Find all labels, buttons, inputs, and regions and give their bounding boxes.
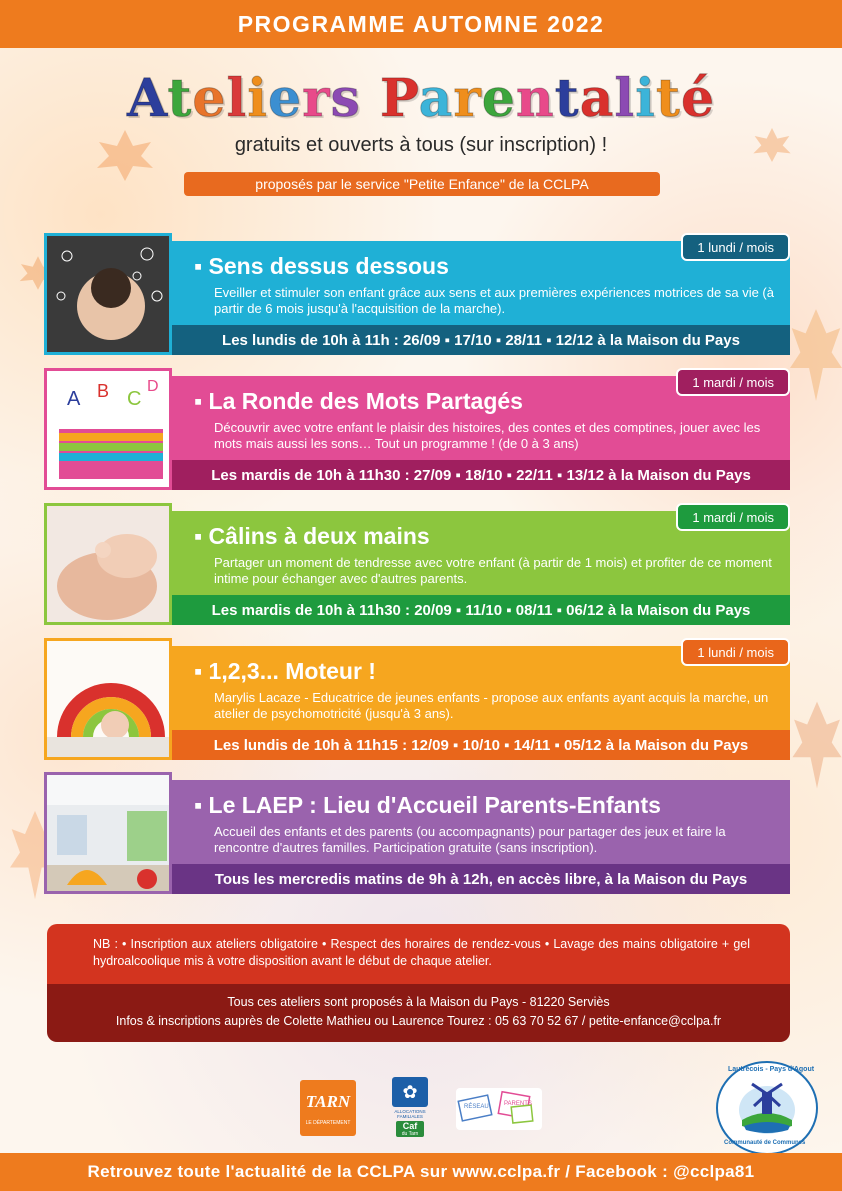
title-letter: i	[635, 68, 656, 129]
atelier-schedule: Les lundis de 10h à 11h : 26/09 ▪ 17/10 ▪ 28/11 ▪ 12/12 à la Maison du Pays	[172, 325, 790, 355]
atelier-card	[44, 772, 790, 894]
atelier-title: ▪ Sens dessus dessous	[194, 253, 449, 279]
atelier-description: Partager un moment de tendresse avec votre enfant (à partir de 1 mois) et profiter de ce moment intime pour échanger avec d'autres parents.	[214, 555, 772, 586]
title-letter: t	[554, 68, 580, 129]
atelier-body	[172, 780, 790, 894]
caf-emblem-icon: ✿	[392, 1077, 428, 1107]
contact-line: Infos & inscriptions auprès de Colette Mathieu ou Laurence Tourez : 05 63 70 52 67 / petite-enfance@cclpa.fr	[115, 1014, 722, 1028]
top-banner	[0, 0, 842, 48]
tarn-logo: TARN LE DÉPARTEMENT	[300, 1080, 356, 1136]
title-letter: n	[515, 68, 555, 129]
contact-info	[47, 984, 790, 1042]
svg-text:D: D	[147, 378, 159, 395]
atelier-body	[172, 241, 790, 355]
atelier-schedule: Les lundis de 10h à 11h15 : 12/09 ▪ 10/10 ▪ 14/11 ▪ 05/12 à la Maison du Pays	[172, 730, 790, 760]
autumn-leaf-icon	[790, 300, 842, 410]
title-letter: l	[614, 68, 636, 129]
title-letter: e	[192, 68, 227, 129]
title-letter: A	[126, 68, 168, 129]
reseau-parents-logo: RÉSEAU PARENTS	[456, 1088, 542, 1130]
atelier-title: ▪ La Ronde des Mots Partagés	[194, 388, 523, 414]
caf-logo: ✿ ALLOCATIONS FAMILIALES Caf du Tarn	[384, 1077, 436, 1139]
title-letter: a	[579, 68, 615, 129]
atelier-title: ▪ Le LAEP : Lieu d'Accueil Parents-Enfants	[194, 792, 661, 818]
atelier-schedule: Tous les mercredis matins de 9h à 12h, en accès libre, à la Maison du Pays	[172, 864, 790, 894]
title-letter: r	[302, 68, 331, 129]
atelier-card	[44, 503, 790, 625]
atelier-body	[172, 646, 790, 760]
proposed-banner: proposés par le service "Petite Enfance" de la CCLPA	[184, 172, 660, 196]
atelier-description: Découvrir avec votre enfant le plaisir des histoires, des contes et des comptines, jouer avec les mots mais aussi les sons… Tout un programme ! (de 0 à 3 ans)	[214, 420, 761, 451]
title-letter: e	[268, 68, 303, 129]
atelier-card	[44, 638, 790, 760]
footer-banner: Retrouvez toute l'actualité de la CCLPA sur www.cclpa.fr / Facebook : @cclpa81	[0, 1153, 842, 1191]
atelier-schedule: Les mardis de 10h à 11h30 : 27/09 ▪ 18/10 ▪ 22/11 ▪ 13/12 à la Maison du Pays	[172, 460, 790, 490]
svg-text:B: B	[97, 381, 110, 401]
atelier-title: ▪ Câlins à deux mains	[194, 523, 430, 549]
atelier-body	[172, 511, 790, 625]
rainbow-arch-baby-photo	[44, 638, 172, 760]
title-letter: e	[481, 68, 516, 129]
title-letter: i	[247, 68, 269, 129]
title-letter: é	[680, 68, 716, 129]
title-letter: s	[330, 68, 361, 129]
atelier-body	[172, 376, 790, 490]
frequency-badge: 1 mardi / mois	[676, 503, 790, 531]
subtitle: gratuits et ouverts à tous (sur inscription) !	[234, 134, 608, 156]
title-letter: t	[167, 68, 193, 129]
title-letter: P	[379, 68, 419, 129]
atelier-card	[44, 368, 790, 490]
book-letters-photo	[44, 368, 172, 490]
baby-feet-photo	[44, 503, 172, 625]
nb-notice: NB : • Inscription aux ateliers obligatoire • Respect des horaires de rendez-vous • Lavage des mains obligatoire + gel hydroalcoolique mis à votre disposition avant le début de chaque atelier.	[47, 924, 790, 984]
title-letter: r	[453, 68, 482, 129]
title-letter: t	[655, 68, 681, 129]
atelier-description: Accueil des enfants et des parents (ou accompagnants) pour partager des jeux et faire la rencontre d'autres familles. Participation gratuite (sans inscription).	[214, 824, 726, 855]
atelier-title: ▪ 1,2,3... Moteur !	[194, 658, 376, 684]
title-letter: a	[418, 68, 454, 129]
atelier-card	[44, 233, 790, 355]
atelier-description: Marylis Lacaze - Educatrice de jeunes enfants - propose aux enfants ayant acquis la marche, un atelier de psychomotricité (jusqu'à 3 ans).	[214, 690, 769, 721]
atelier-description: Eveiller et stimuler son enfant grâce aux sens et aux premières expériences motrices de sa vie (à partir de 6 mois jusqu'à l'acquisition de la marche).	[214, 285, 774, 316]
autumn-leaf-icon	[792, 700, 842, 790]
svg-text:A: A	[67, 388, 81, 410]
frequency-badge: 1 lundi / mois	[681, 638, 790, 666]
title-letter: l	[226, 68, 248, 129]
svg-text:C: C	[127, 388, 142, 410]
frequency-badge: 1 lundi / mois	[681, 233, 790, 261]
title-letter	[361, 68, 380, 129]
info-box	[47, 924, 790, 1042]
location-line: Tous ces ateliers sont proposés à la Maison du Pays - 81220 Serviès	[227, 995, 610, 1009]
playroom-photo	[44, 772, 172, 894]
atelier-header	[172, 780, 790, 864]
frequency-badge: 1 mardi / mois	[676, 368, 790, 396]
cclpa-logo: Lautrécois - Pays d'Agout Communauté de Communes	[714, 1060, 820, 1156]
banner-text: PROGRAMME AUTOMNE 2022	[237, 10, 605, 37]
bubbles-baby-photo	[44, 233, 172, 355]
atelier-schedule: Les mardis de 10h à 11h30 : 20/09 ▪ 11/10 ▪ 08/11 ▪ 06/12 à la Maison du Pays	[172, 595, 790, 625]
main-title	[0, 68, 842, 129]
